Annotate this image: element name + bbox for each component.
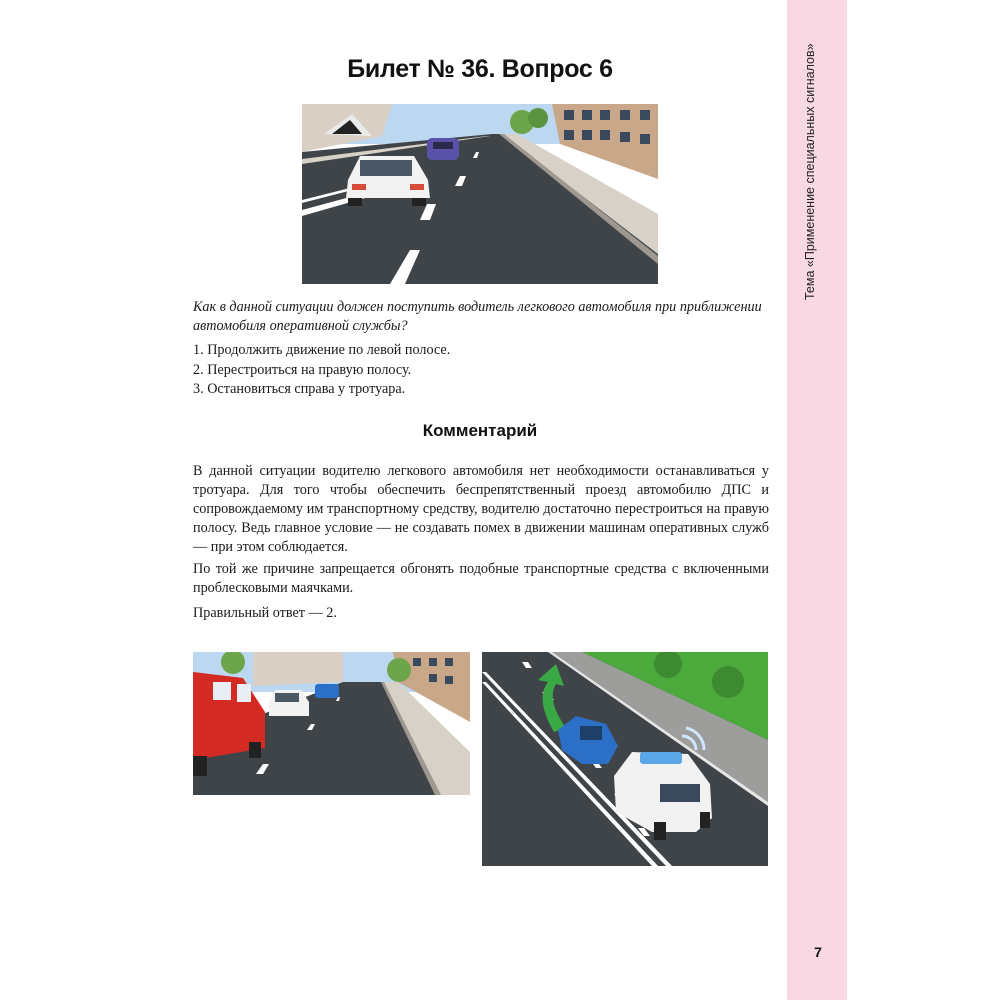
street-illustration-left xyxy=(193,652,470,795)
answer-option[interactable]: 2. Перестроиться на правую полосу. xyxy=(193,361,412,378)
comment-paragraph: По той же причине запрещается обгонять подобные транспортные средства с включенными проблесковыми маячками. xyxy=(193,561,769,596)
street-illustration-right xyxy=(482,652,768,866)
comment-heading: Комментарий xyxy=(422,421,538,440)
section-tab-label: Тема «Применение специальных сигналов» xyxy=(803,43,817,300)
answer-option[interactable]: 1. Продолжить движение по левой полосе. xyxy=(193,342,451,358)
question-illustration xyxy=(302,104,658,284)
answer-option[interactable]: 3. Остановиться справа у тротуара. xyxy=(193,381,406,397)
question-text: Как в данной ситуации должен поступить водитель легкового автомобиля при приближении автомобиля оперативной службы? xyxy=(193,299,762,334)
page-title: Билет № 36. Вопрос 6 xyxy=(347,55,613,83)
page-number: 7 xyxy=(814,944,822,960)
correct-answer: Правильный ответ — 2. xyxy=(193,605,337,621)
answer-options xyxy=(193,341,769,400)
comment-paragraph: В данной ситуации водителю легкового автомобиля нет необходимости останавливаться у тротуара. Для того чтобы обеспечить беспрепятственный проезд автомобилю ДПС и сопровождаемому им транспортному средству, водителю достаточно перестроиться на правую полосу. Ведь главное условие — не создавать помех в движении машинам оперативных служб — при этом соблюдается. xyxy=(193,463,769,555)
